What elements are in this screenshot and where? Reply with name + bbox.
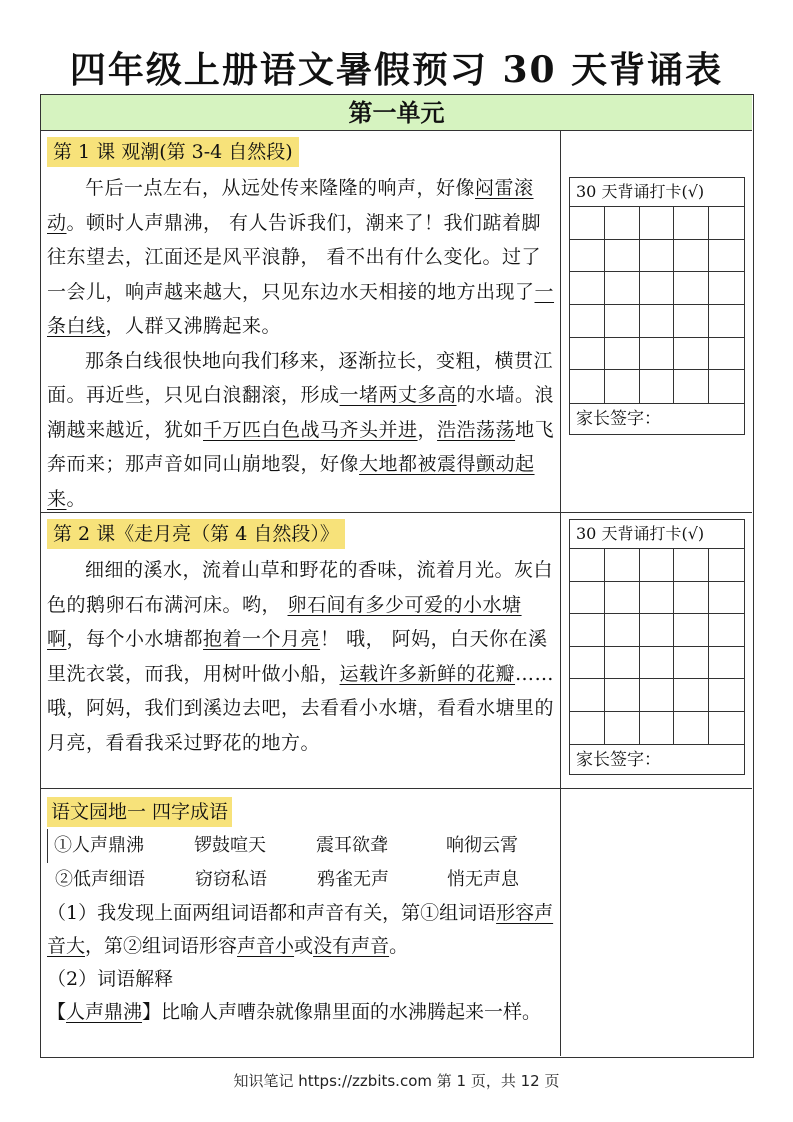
- checkin-cell[interactable]: [605, 647, 640, 680]
- text-segment: ，: [417, 418, 438, 441]
- text-segment: ，第②组词语形容: [85, 935, 238, 957]
- checkin-cell[interactable]: [570, 614, 605, 647]
- checkin-cell[interactable]: [674, 338, 709, 371]
- checkin-cell[interactable]: [640, 272, 675, 305]
- checkin-cell[interactable]: [640, 338, 675, 371]
- checkin-grid: [570, 207, 744, 404]
- underlined-phrase: 浩浩荡荡: [437, 418, 516, 441]
- text-segment: ，每个小水塘都: [66, 628, 204, 650]
- checkin-cell[interactable]: [640, 240, 675, 273]
- text-segment: ，人群又沸腾起来。: [105, 315, 282, 337]
- underlined-phrase: 运载许多新鲜的花瓣: [339, 662, 516, 685]
- checkin-cell[interactable]: [570, 338, 605, 371]
- checkin-cell[interactable]: [709, 272, 744, 305]
- lesson-1-content: [41, 131, 561, 512]
- vocab-explanation: [47, 897, 557, 1029]
- checkin-cell[interactable]: [605, 272, 640, 305]
- checkin-cell[interactable]: [640, 679, 675, 712]
- idiom: ①人声鼎沸: [54, 835, 144, 856]
- text-segment: 细细的溪水，流着山草和野花的香味，流着月光。灰白色的鹅卵石布满河床。哟，: [47, 559, 554, 616]
- lesson-1-title: 第 1 课 观潮(第 3-4 自然段): [47, 137, 299, 167]
- checkin-cell[interactable]: [640, 582, 675, 615]
- checkin-cell[interactable]: [570, 305, 605, 338]
- underlined-phrase: 大地都被震得颤动起来: [47, 453, 535, 510]
- text-segment: ！ 哦， 阿妈，白天你在溪里洗衣裳，而我，用树叶做小船，: [47, 628, 548, 685]
- checkin-cell[interactable]: [709, 712, 744, 745]
- checkin-cell[interactable]: [640, 647, 675, 680]
- parent-signature-label: 家长签字：: [576, 409, 661, 429]
- checkin-cell[interactable]: [570, 679, 605, 712]
- idiom: 响彻云霄: [446, 835, 518, 856]
- underlined-phrase: 闷雷滚动: [47, 177, 534, 234]
- idiom-groups: [47, 829, 557, 897]
- checkin-cell[interactable]: [570, 272, 605, 305]
- lesson-2-checkin-cell: [561, 513, 752, 788]
- underlined-phrase: 卵石间有多少可爱的小水塘啊: [47, 593, 522, 650]
- vocab-question-2: [47, 996, 557, 1029]
- checkin-cell[interactable]: [605, 240, 640, 273]
- checkin-cell[interactable]: [605, 712, 640, 745]
- checkin-cell[interactable]: [709, 207, 744, 240]
- checkin-cell[interactable]: [570, 712, 605, 745]
- underlined-phrase: 声音小: [237, 935, 295, 957]
- checkin-cell[interactable]: [640, 614, 675, 647]
- lesson-2-content: [41, 513, 561, 788]
- checkin-cell[interactable]: [570, 647, 605, 680]
- checkin-cell[interactable]: [605, 679, 640, 712]
- checkin-cell[interactable]: [674, 370, 709, 403]
- checkin-cell[interactable]: [570, 207, 605, 240]
- text-segment: ……哦，阿妈，我们到溪边去吧，去看看小水塘，看看水塘里的月亮，看看我采过野花的地方。: [47, 662, 555, 754]
- checkin-cell[interactable]: [640, 305, 675, 338]
- checkin-cell[interactable]: [605, 338, 640, 371]
- vocab-content: [41, 789, 561, 1056]
- checkin-cell[interactable]: [605, 549, 640, 582]
- checkin-cell[interactable]: [674, 272, 709, 305]
- text-segment: 【: [47, 1001, 67, 1023]
- idiom: 震耳欲聋: [316, 835, 388, 856]
- checkin-cell[interactable]: [674, 305, 709, 338]
- text-segment: 的水墙。浪潮越来越近，犹如: [47, 384, 555, 441]
- text-segment: 那条白线很快地向我们移来，逐渐拉长，变粗，横贯江面。再近些，只见白浪翻滚，形成: [47, 349, 554, 406]
- checkin-cell[interactable]: [674, 582, 709, 615]
- lesson-1-row: [41, 131, 752, 513]
- lesson-2-row: [41, 513, 752, 789]
- text-segment: （1）我发现上面两组词语都和声音有关，第①组词语: [47, 902, 497, 924]
- underlined-phrase: 一堵两丈多高: [339, 384, 457, 406]
- checkin-cell[interactable]: [605, 207, 640, 240]
- checkin-cell[interactable]: [570, 370, 605, 403]
- checkin-cell[interactable]: [570, 549, 605, 582]
- text-segment: 。: [389, 935, 409, 957]
- checkin-cell[interactable]: [605, 582, 640, 615]
- checkin-grid: [570, 549, 744, 745]
- vocab-question-2-label: （2）词语解释: [47, 968, 174, 990]
- idiom-group-1: [47, 829, 557, 863]
- underlined-phrase: 人声鼎沸: [66, 1001, 143, 1023]
- checkin-title: 30 天背诵打卡(√): [570, 520, 744, 549]
- underlined-phrase: 形容声音大: [47, 902, 554, 957]
- text-segment: 地飞奔而来；那声音如同山崩地裂，好像: [47, 418, 555, 475]
- checkin-cell[interactable]: [605, 370, 640, 403]
- page-footer: 知识笔记 https://zzbits.com 第 1 页，共 12 页: [233, 1072, 560, 1090]
- lesson-2-paragraph-1: [47, 553, 557, 760]
- underlined-phrase: 没有声音: [313, 935, 390, 957]
- checkin-cell[interactable]: [640, 207, 675, 240]
- checkin-title: 30 天背诵打卡(√): [570, 178, 744, 207]
- idiom: 悄无声息: [447, 869, 519, 890]
- checkin-cell[interactable]: [674, 207, 709, 240]
- page-title: 四年级上册语文暑假预习 30 天背诵表: [69, 49, 724, 91]
- checkin-cell[interactable]: [674, 647, 709, 680]
- text-segment: 或: [294, 935, 314, 957]
- checkin-cell[interactable]: [709, 370, 744, 403]
- checkin-cell[interactable]: [709, 549, 744, 582]
- idiom: 窃窃私语: [195, 869, 267, 890]
- checkin-cell[interactable]: [674, 712, 709, 745]
- vocab-row: [41, 789, 752, 1056]
- parent-signature-label: 家长签字：: [576, 750, 661, 770]
- vocab-question-1: [47, 897, 557, 963]
- checkin-cell[interactable]: [709, 240, 744, 273]
- lesson-2-title: 第 2 课《走月亮（第 4 自然段）》: [47, 519, 345, 549]
- lesson-1-text: [47, 171, 557, 516]
- checkin-cell[interactable]: [640, 549, 675, 582]
- checkin-cell[interactable]: [674, 679, 709, 712]
- vocab-title: 语文园地一 四字成语: [47, 797, 232, 827]
- idiom: 鸦雀无声: [317, 869, 389, 890]
- checkin-cell[interactable]: [709, 614, 744, 647]
- text-segment: 。: [66, 487, 87, 510]
- idiom: 锣鼓喧天: [194, 835, 266, 856]
- lesson-1-paragraph-1: [47, 171, 557, 344]
- checkin-cell[interactable]: [605, 305, 640, 338]
- checkin-cell[interactable]: [570, 582, 605, 615]
- checkin-cell[interactable]: [709, 582, 744, 615]
- idiom-group-2: [47, 863, 557, 897]
- underlined-phrase: 一条白线: [47, 280, 555, 337]
- underlined-phrase: 抱着一个月亮: [203, 628, 321, 650]
- checkin-cell[interactable]: [674, 614, 709, 647]
- checkin-cell[interactable]: [640, 712, 675, 745]
- idiom: ②低声细语: [55, 869, 145, 890]
- checkin-cell[interactable]: [709, 647, 744, 680]
- text-segment: 午后一点左右，从远处传来隆隆的响声，好像: [85, 177, 476, 199]
- text-segment: 。顿时人声鼎沸， 有人告诉我们，潮来了！我们踮着脚往东望去，江面还是风平浪静， 看不出有什么变化。过了一会儿，响声越来越大，只见东边水天相接的地方出现了: [47, 211, 542, 303]
- lesson-2-text: [47, 553, 557, 760]
- checkin-cell[interactable]: [605, 614, 640, 647]
- checkin-cell[interactable]: [674, 240, 709, 273]
- checkin-cell[interactable]: [709, 679, 744, 712]
- checkin-cell[interactable]: [709, 338, 744, 371]
- checkin-box: [569, 177, 745, 435]
- checkin-cell[interactable]: [674, 549, 709, 582]
- checkin-cell[interactable]: [640, 370, 675, 403]
- checkin-cell[interactable]: [570, 240, 605, 273]
- checkin-cell[interactable]: [709, 305, 744, 338]
- checkin-box: [569, 519, 745, 775]
- text-segment: 】比喻人声嘈杂就像鼎里面的水沸腾起来一样。: [142, 1001, 542, 1023]
- lesson-1-checkin-cell: [561, 131, 752, 512]
- unit-header: 第一单元: [41, 95, 752, 131]
- underlined-phrase: 千万匹白色战马齐头并进: [203, 418, 418, 441]
- vocab-empty-cell: [561, 789, 752, 1056]
- lesson-1-paragraph-2: [47, 344, 557, 517]
- recitation-table: [40, 94, 754, 1058]
